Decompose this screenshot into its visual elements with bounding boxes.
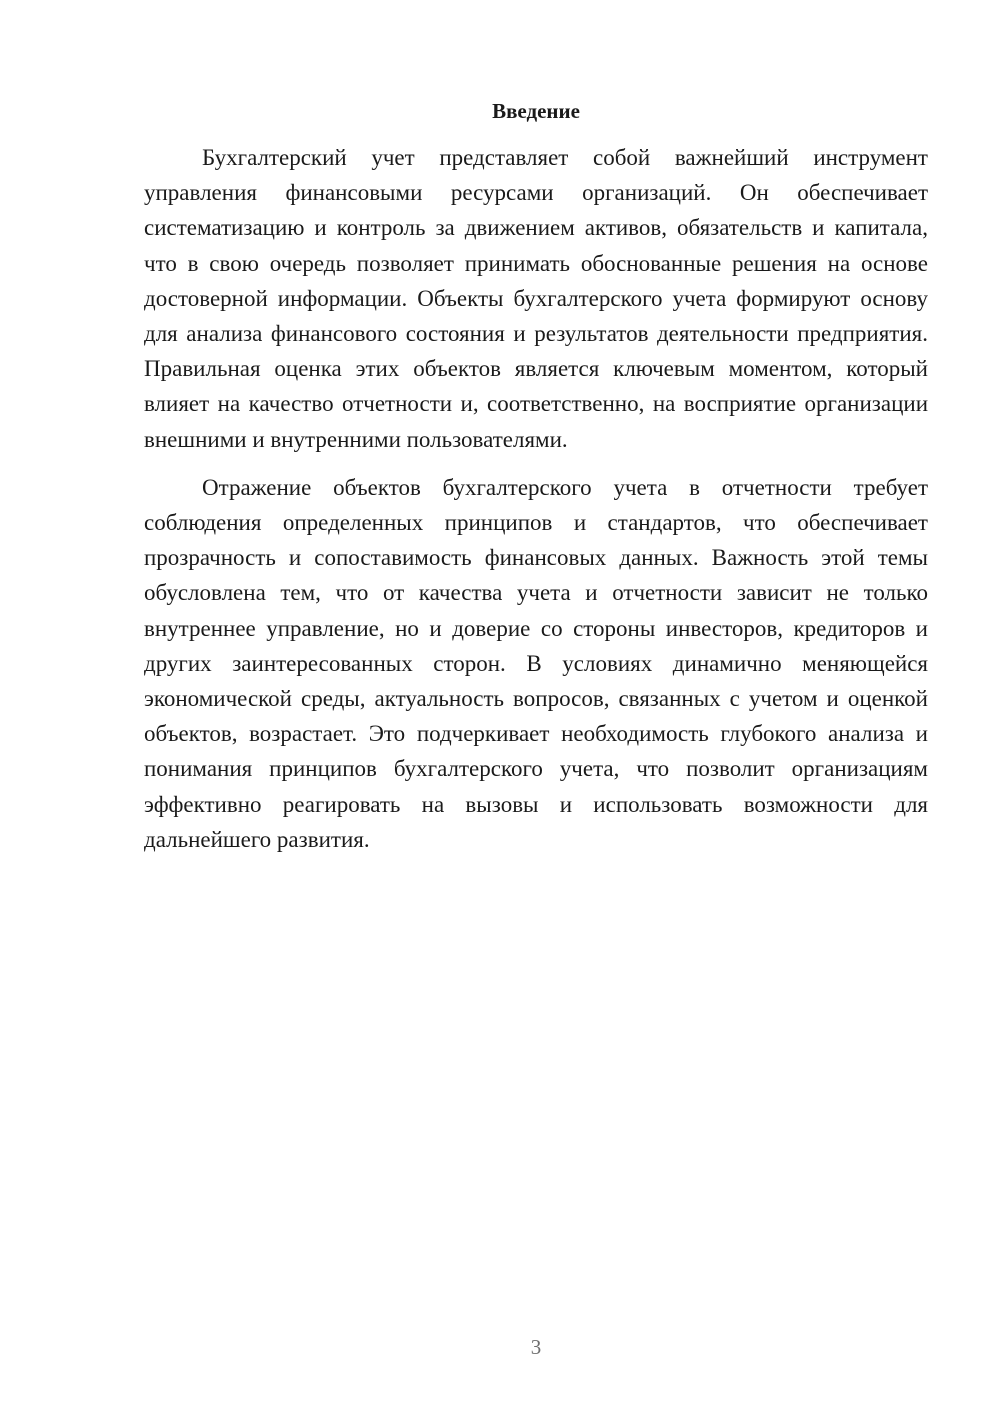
paragraph-1: Бухгалтерский учет представляет собой важнейший инструмент управления финансовыми ресурсами организаций. Он обеспечивает систематизацию и контроль за движением активов, обязательств и капитала, что в свою очередь позволяет принимать обоснованные решения на основе достоверной информации. Объекты бухгалтерского учета формируют основу для анализа финансового состояния и результатов деятельности предприятия. Правильная оценка этих объектов является ключевым моментом, который влияет на качество отчетности и, соответственно, на восприятие организации внешними и внутренними пользователями. [144, 145, 928, 452]
section-heading: Введение [492, 99, 580, 123]
page-number: 3 [530, 1335, 542, 1359]
body-text [144, 140, 928, 870]
paragraph-2: Отражение объектов бухгалтерского учета в отчетности требует соблюдения определенных принципов и стандартов, что обеспечивает прозрачность и сопоставимость финансовых данных. Важность этой темы обусловлена тем, что от качества учета и отчетности зависит не только внутреннее управление, но и доверие со стороны инвесторов, кредиторов и других заинтересованных сторон. В условиях динамично меняющейся экономической среды, актуальность вопросов, связанных с учетом и оценкой объектов, возрастает. Это подчеркивает необходимость глубокого анализа и понимания принципов бухгалтерского учета, что позволит организациям эффективно реагировать на вызовы и использовать возможности для дальнейшего развития. [144, 474, 928, 852]
